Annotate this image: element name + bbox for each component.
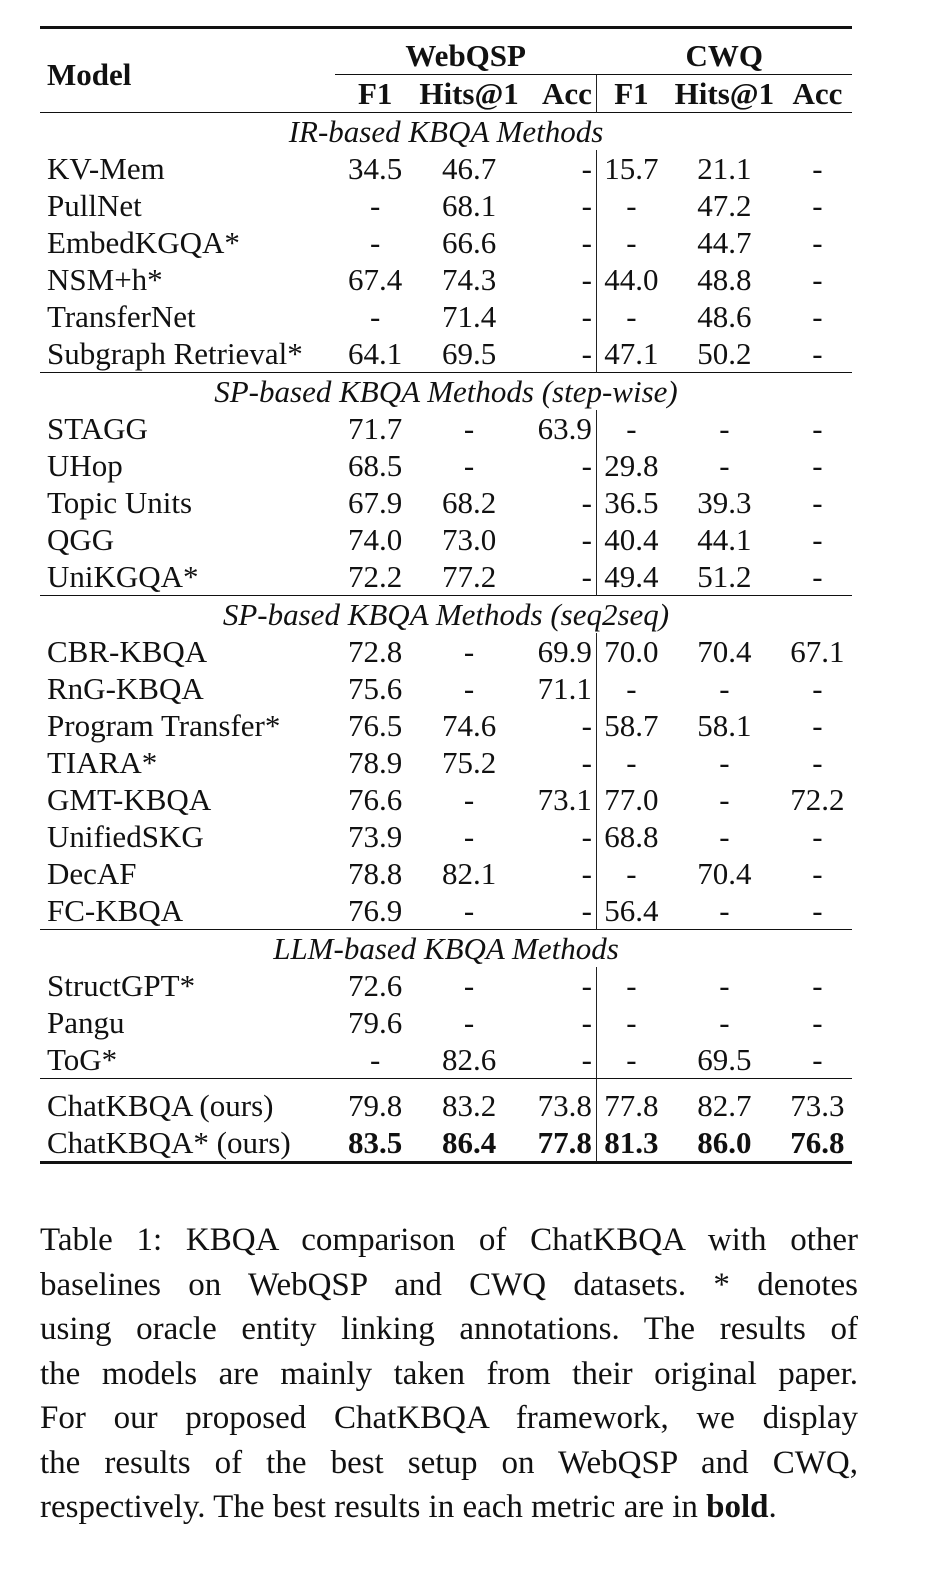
- value-cell: -: [463, 411, 475, 446]
- value-cell: -: [719, 448, 730, 483]
- model-name-cell: FC-KBQA: [47, 893, 184, 928]
- value-cell: -: [812, 522, 823, 557]
- value-cell: 73.3: [783, 1079, 852, 1125]
- results-table: [40, 26, 852, 1164]
- table-row: [40, 892, 852, 930]
- value-cell: 29.8: [596, 447, 666, 484]
- value-cell: -: [596, 410, 666, 447]
- value-cell: -: [719, 411, 730, 446]
- value-cell: 78.9: [348, 745, 403, 780]
- value-cell: 68.1: [441, 188, 497, 223]
- value-cell: -: [719, 1005, 730, 1040]
- value-cell: -: [719, 671, 730, 706]
- value-cell: 47.1: [596, 335, 666, 373]
- table-row: [40, 707, 852, 744]
- model-name-cell: TransferNet: [47, 299, 196, 334]
- value-cell: 66.6: [441, 225, 497, 260]
- value-cell: 71.1: [537, 671, 592, 706]
- value-cell: 72.8: [348, 634, 403, 669]
- value-cell: -: [812, 225, 823, 260]
- value-cell: 86.4: [441, 1125, 497, 1160]
- value-cell: -: [812, 1042, 823, 1077]
- value-cell: 76.6: [348, 782, 403, 817]
- caption-line-last: [40, 1485, 858, 1530]
- table-row: [40, 187, 852, 224]
- caption-line: the models are mainly taken from their original paper.: [40, 1355, 858, 1392]
- model-column-header: Model: [47, 57, 132, 92]
- table-row: [40, 521, 852, 558]
- value-cell: -: [596, 1041, 666, 1079]
- table-row: [40, 298, 852, 335]
- value-cell: -: [596, 967, 666, 1004]
- model-name-cell: EmbedKGQA*: [47, 225, 240, 260]
- table-row: [40, 781, 852, 818]
- value-cell: 48.8: [697, 262, 752, 297]
- model-name-cell: Subgraph Retrieval*: [47, 336, 303, 371]
- value-cell: -: [463, 1005, 475, 1040]
- caption-bold-word: bold: [706, 1489, 769, 1525]
- value-cell: 21.1: [697, 151, 752, 186]
- value-cell: 44.0: [596, 261, 666, 298]
- value-cell: 79.6: [348, 1005, 403, 1040]
- value-cell: 44.1: [697, 522, 752, 557]
- model-name-cell: StructGPT*: [47, 968, 196, 1003]
- model-name-cell: ChatKBQA* (ours): [47, 1125, 291, 1160]
- value-cell: -: [812, 1005, 823, 1040]
- value-cell: 69.5: [697, 1042, 752, 1077]
- model-name-cell: Program Transfer*: [47, 708, 281, 743]
- value-cell: -: [581, 1042, 592, 1077]
- value-cell: 36.5: [596, 484, 666, 521]
- value-cell: -: [370, 188, 381, 223]
- value-cell: -: [581, 559, 592, 594]
- value-cell: 67.4: [348, 262, 403, 297]
- section-header-row: [40, 373, 852, 411]
- value-cell: 76.5: [348, 708, 403, 743]
- value-cell: -: [463, 671, 475, 706]
- value-cell: -: [596, 187, 666, 224]
- value-cell: 86.0: [697, 1125, 752, 1160]
- value-cell: -: [596, 670, 666, 707]
- value-cell: 73.1: [537, 782, 592, 817]
- value-cell: 70.0: [596, 633, 666, 670]
- value-cell: 15.7: [596, 150, 666, 187]
- metric-header: Acc: [523, 75, 597, 113]
- value-cell: -: [596, 1004, 666, 1041]
- value-cell: 39.3: [697, 485, 752, 520]
- value-cell: -: [581, 856, 592, 891]
- table-row: [40, 670, 852, 707]
- value-cell: -: [812, 151, 823, 186]
- value-cell: -: [581, 448, 592, 483]
- value-cell: -: [812, 708, 823, 743]
- value-cell: -: [581, 745, 592, 780]
- value-cell: 74.3: [441, 262, 497, 297]
- value-cell: -: [596, 298, 666, 335]
- value-cell: -: [581, 1005, 592, 1040]
- value-cell: -: [370, 1042, 381, 1077]
- model-name-cell: QGG: [47, 522, 115, 557]
- caption-line: baselines on WebQSP and CWQ datasets. * denotes: [40, 1266, 858, 1303]
- table-row: [40, 1079, 852, 1125]
- table-row: [40, 1004, 852, 1041]
- model-name-cell: UnifiedSKG: [47, 819, 204, 854]
- value-cell: 76.9: [348, 893, 403, 928]
- value-cell: 63.9: [537, 411, 592, 446]
- table-row: [40, 1041, 852, 1079]
- value-cell: -: [719, 745, 730, 780]
- value-cell: -: [463, 782, 475, 817]
- value-cell: 68.5: [348, 448, 403, 483]
- section-title: IR-based KBQA Methods: [40, 113, 852, 151]
- value-cell: -: [812, 893, 823, 928]
- value-cell: 58.1: [697, 708, 752, 743]
- section-title: LLM-based KBQA Methods: [40, 930, 852, 968]
- value-cell: -: [463, 819, 475, 854]
- value-cell: -: [463, 968, 475, 1003]
- model-name-cell: GMT-KBQA: [47, 782, 212, 817]
- value-cell: -: [370, 225, 381, 260]
- caption-text: respectively. The best results in each metric are in: [40, 1489, 707, 1525]
- caption-period: .: [768, 1489, 777, 1525]
- metric-header: Hits@1: [415, 75, 522, 113]
- value-cell: 46.7: [441, 151, 497, 186]
- value-cell: 77.8: [537, 1125, 592, 1160]
- value-cell: 70.4: [697, 634, 752, 669]
- cwq-header: CWQ: [685, 38, 763, 73]
- value-cell: -: [581, 968, 592, 1003]
- value-cell: 82.7: [666, 1079, 783, 1125]
- value-cell: 34.5: [348, 151, 403, 186]
- caption-line: For our proposed ChatKBQA framework, we display: [40, 1400, 858, 1436]
- value-cell: 49.4: [596, 558, 666, 596]
- table-row: [40, 1124, 852, 1163]
- value-cell: -: [812, 819, 823, 854]
- section-header-row: [40, 113, 852, 151]
- value-cell: 81.3: [596, 1124, 666, 1163]
- value-cell: 74.0: [348, 522, 403, 557]
- value-cell: 77.0: [596, 781, 666, 818]
- value-cell: 78.8: [348, 856, 403, 891]
- value-cell: 71.4: [441, 299, 497, 334]
- value-cell: -: [812, 671, 823, 706]
- value-cell: 79.8: [335, 1079, 415, 1125]
- table-row: [40, 558, 852, 596]
- value-cell: -: [812, 856, 823, 891]
- value-cell: 83.2: [415, 1079, 522, 1125]
- value-cell: -: [581, 893, 592, 928]
- model-name-cell: UniKGQA*: [47, 559, 199, 594]
- value-cell: -: [812, 559, 823, 594]
- value-cell: -: [463, 634, 475, 669]
- value-cell: 77.8: [596, 1079, 666, 1125]
- value-cell: 69.5: [441, 336, 497, 371]
- value-cell: 51.2: [697, 559, 752, 594]
- value-cell: -: [719, 893, 730, 928]
- value-cell: 73.9: [348, 819, 403, 854]
- value-cell: -: [812, 299, 823, 334]
- value-cell: -: [463, 893, 475, 928]
- table-row: [40, 967, 852, 1004]
- value-cell: -: [581, 485, 592, 520]
- value-cell: 58.7: [596, 707, 666, 744]
- metric-header: Acc: [783, 75, 852, 113]
- value-cell: -: [812, 411, 823, 446]
- table-row: [40, 744, 852, 781]
- value-cell: 73.0: [441, 522, 497, 557]
- table-row: [40, 633, 852, 670]
- table-row: [40, 410, 852, 447]
- webqsp-header: WebQSP: [405, 38, 526, 73]
- value-cell: -: [370, 299, 381, 334]
- model-name-cell: UHop: [47, 448, 123, 483]
- table-row: [40, 447, 852, 484]
- value-cell: -: [812, 448, 823, 483]
- value-cell: 75.6: [348, 671, 403, 706]
- value-cell: 68.2: [441, 485, 497, 520]
- value-cell: 82.1: [441, 856, 497, 891]
- value-cell: 71.7: [348, 411, 403, 446]
- value-cell: 77.2: [441, 559, 497, 594]
- model-name-cell: TIARA*: [47, 745, 158, 780]
- value-cell: 74.6: [441, 708, 497, 743]
- value-cell: -: [812, 745, 823, 780]
- value-cell: -: [596, 855, 666, 892]
- value-cell: 47.2: [697, 188, 752, 223]
- model-name-cell: RnG-KBQA: [47, 671, 204, 706]
- section-title: SP-based KBQA Methods (seq2seq): [40, 596, 852, 634]
- value-cell: -: [812, 262, 823, 297]
- model-name-cell: KV-Mem: [47, 151, 165, 186]
- value-cell: 64.1: [348, 336, 403, 371]
- value-cell: 67.9: [348, 485, 403, 520]
- value-cell: -: [463, 448, 475, 483]
- value-cell: -: [812, 188, 823, 223]
- value-cell: 70.4: [697, 856, 752, 891]
- value-cell: -: [719, 968, 730, 1003]
- metric-header: F1: [335, 75, 415, 113]
- model-name-cell: ToG*: [47, 1042, 118, 1077]
- table-row: [40, 224, 852, 261]
- value-cell: -: [581, 708, 592, 743]
- value-cell: 72.6: [348, 968, 403, 1003]
- section-title: SP-based KBQA Methods (step-wise): [40, 373, 852, 411]
- header-row-datasets: [40, 28, 852, 75]
- model-name-cell: ChatKBQA (ours): [40, 1079, 335, 1125]
- value-cell: -: [581, 336, 592, 371]
- value-cell: 82.6: [441, 1042, 497, 1077]
- value-cell: -: [596, 224, 666, 261]
- value-cell: 83.5: [348, 1125, 403, 1160]
- value-cell: -: [581, 819, 592, 854]
- value-cell: 48.6: [697, 299, 752, 334]
- table-row: [40, 818, 852, 855]
- table-caption: [40, 1218, 858, 1530]
- model-name-cell: STAGG: [47, 411, 148, 446]
- value-cell: -: [581, 151, 592, 186]
- value-cell: 69.9: [537, 634, 592, 669]
- value-cell: 67.1: [790, 634, 845, 669]
- table-row: [40, 150, 852, 187]
- value-cell: 72.2: [790, 782, 845, 817]
- metric-header: F1: [596, 75, 666, 113]
- value-cell: 76.8: [790, 1125, 845, 1160]
- section-header-row: [40, 930, 852, 968]
- value-cell: 73.8: [523, 1079, 597, 1125]
- value-cell: 40.4: [596, 521, 666, 558]
- caption-line: Table 1: KBQA comparison of ChatKBQA with other: [40, 1222, 858, 1258]
- table-row: [40, 855, 852, 892]
- value-cell: -: [812, 485, 823, 520]
- model-name-cell: PullNet: [47, 188, 142, 223]
- value-cell: -: [581, 262, 592, 297]
- table-row: [40, 261, 852, 298]
- value-cell: -: [719, 782, 730, 817]
- value-cell: 56.4: [596, 892, 666, 930]
- value-cell: 50.2: [697, 336, 752, 371]
- value-cell: 68.8: [596, 818, 666, 855]
- value-cell: -: [812, 968, 823, 1003]
- section-header-row: [40, 596, 852, 634]
- value-cell: -: [581, 225, 592, 260]
- value-cell: -: [581, 522, 592, 557]
- metric-header: Hits@1: [666, 75, 783, 113]
- value-cell: -: [812, 336, 823, 371]
- model-name-cell: Pangu: [47, 1005, 125, 1040]
- value-cell: -: [596, 744, 666, 781]
- value-cell: 75.2: [441, 745, 497, 780]
- value-cell: -: [719, 819, 730, 854]
- model-name-cell: CBR-KBQA: [47, 634, 208, 669]
- value-cell: 44.7: [697, 225, 752, 260]
- table-body: [40, 113, 852, 1163]
- model-name-cell: NSM+h*: [47, 262, 163, 297]
- table-row: [40, 484, 852, 521]
- value-cell: -: [581, 299, 592, 334]
- model-name-cell: DecAF: [47, 856, 137, 891]
- caption-line: using oracle entity linking annotations. The results of: [40, 1311, 858, 1347]
- table-row: [40, 335, 852, 373]
- caption-line: the results of the best setup on WebQSP and CWQ,: [40, 1444, 858, 1481]
- value-cell: -: [581, 188, 592, 223]
- model-name-cell: Topic Units: [47, 485, 193, 520]
- value-cell: 72.2: [348, 559, 403, 594]
